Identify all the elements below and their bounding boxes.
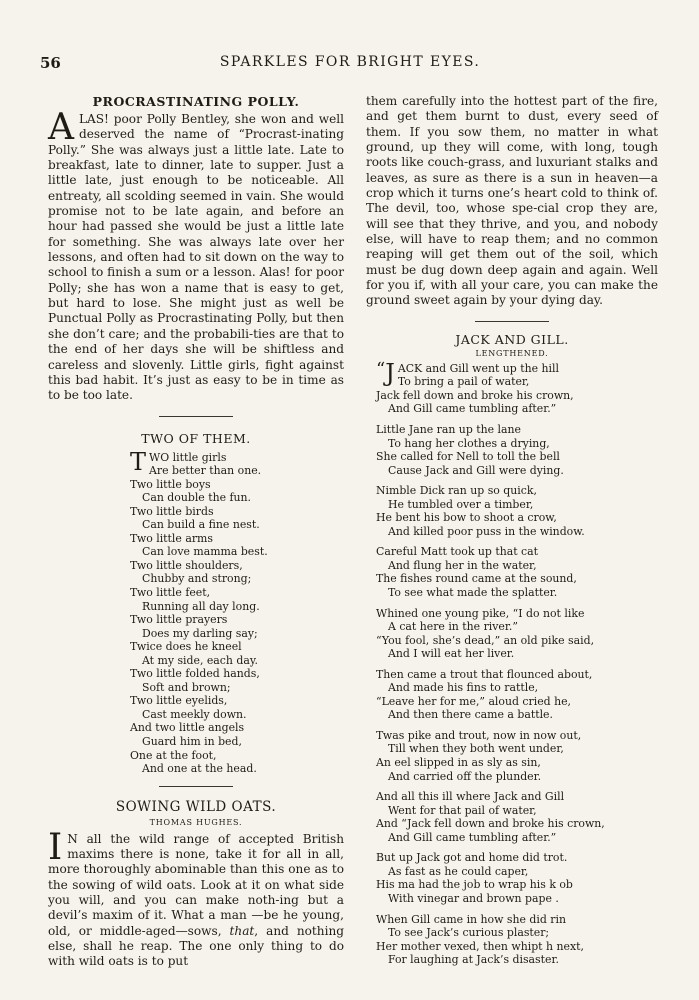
poem-line: “Leave her for me,” aloud cried he,	[376, 694, 572, 708]
poem-line: Her mother vexed, then whipt h next,	[376, 939, 584, 953]
poem-line: Careful Matt took up that cat	[376, 545, 539, 559]
poem-line: Two little birds	[130, 504, 214, 518]
poem-line: And made his fins to rattle,	[388, 681, 539, 695]
poem-line: “You fool, she’s dead,” an old pike said,	[376, 633, 595, 647]
poem-line: ACK and Gill went up the hill	[397, 361, 560, 375]
stanza	[376, 358, 658, 416]
poem-line: Two little folded hands,	[130, 667, 260, 681]
poem-line: She called for Nell to toll the bell	[376, 450, 560, 464]
poem-line: And killed poor puss in the window.	[388, 524, 585, 538]
section-divider	[159, 416, 233, 417]
jack-and-gill-poem	[366, 358, 658, 967]
stanza	[376, 545, 658, 599]
poem-line: To see what made the splatter.	[388, 586, 558, 600]
jack-and-gill-title: JACK AND GILL.	[455, 331, 569, 347]
poem-line: Little Jane ran up the lane	[376, 423, 521, 436]
poem-line: And I will eat her liver.	[388, 647, 515, 661]
poem-line: Two little prayers	[130, 613, 228, 627]
section-divider	[159, 786, 233, 787]
procrastinating-text: ALAS! poor Polly Bentley, she won and well deserved the name of “Procrast-inating Polly.” She was always just a little late. Late to breakfast, late to dinner, late to supper. Just a little late, just enough to be noticeable. All entreaty, all scolding seemed in vain. She would promise not to be late again, and before an hour had passed she would be just a little late for something. She was always late over her lessons, and often had to sit down on the way to school to finish a sum or a lesson. Alas! for poor Polly; she has won a name that is easy to get, but hard to lose. She might just as well be Punctual Polly as Procrastinating Polly, but then she don’t care; and the probabili-ties are that to the end of her days she will be shiftless and careless and slovenly. Little girls, fight against this bad habit. It’s just as easy to be in time as to be too late.	[48, 107, 344, 403]
drop-cap-t: T	[130, 447, 147, 476]
poem-line: Can double the fun.	[142, 491, 252, 505]
poem-line: And flung her in the water,	[388, 558, 537, 572]
poem-line: Chubby and strong;	[142, 572, 252, 586]
poem-line: And all this ill where Jack and Gill	[376, 790, 565, 804]
poem-line: Does my darling say;	[142, 626, 258, 640]
poem-line: Whined one young pike, “I do not like	[376, 606, 585, 620]
poem-line: He tumbled over a timber,	[388, 497, 534, 511]
poem-line: Running all day long.	[142, 599, 260, 613]
stanza	[376, 913, 658, 967]
poem-line: To see Jack’s curious plaster;	[388, 926, 550, 940]
procrastinating-title: PROCRASTINATING POLLY.	[92, 94, 300, 109]
stanza	[376, 668, 658, 722]
poem-line: Two little shoulders,	[130, 558, 243, 572]
poem-line: Till when they both went under,	[388, 742, 564, 756]
poem-line: Can build a fine nest.	[142, 518, 260, 532]
stanza	[376, 729, 658, 783]
poem-line: A cat here in the river.”	[388, 620, 518, 634]
stanza	[376, 851, 658, 905]
two-of-them-poem	[48, 447, 344, 776]
stanza	[376, 790, 658, 844]
poem-line: Cast meekly down.	[142, 707, 247, 721]
poem-line: To bring a pail of water,	[397, 375, 530, 389]
poem-line: Nimble Dick ran up so quick,	[376, 484, 537, 498]
page-number: 56	[40, 54, 61, 72]
poem-line: He bent his bow to shoot a crow,	[376, 511, 557, 525]
poem-line: Twas pike and trout, now in now out,	[376, 728, 582, 742]
section-divider	[475, 321, 549, 322]
drop-cap-j: J	[385, 358, 395, 387]
poem-line: Two little eyelids,	[130, 694, 228, 708]
right-column	[366, 94, 658, 974]
poem-line: And “Jack fell down and broke his crown,	[376, 817, 605, 831]
jack-and-gill-subtitle: LENGTHENED.	[475, 348, 549, 358]
wild-oats-text: I N all the wild range of accepted British maxims there is none, take it for all in all, more thoroughly abominable than this one as to the sowing of wild oats. Look at it on what side you will, and you can make noth-ing but a devil’s maxim of it. What a man —be he young, old, or middle-aged—sows, that, and nothing else, shall he reap. The one only thing to do with wild oats is to put	[48, 826, 344, 969]
poem-line: WO little girls	[149, 450, 227, 464]
poem-line: Guard him in bed,	[142, 735, 242, 749]
poem-line: Soft and brown;	[142, 680, 231, 694]
poem-line: Cause Jack and Gill were dying.	[388, 463, 564, 477]
poem-line: At my side, each day.	[142, 653, 259, 667]
wild-oats-author: THOMAS HUGHES.	[149, 817, 243, 827]
two-of-them-title: TWO OF THEM.	[141, 430, 251, 446]
stanza	[376, 484, 658, 538]
running-head: SPARKLES FOR BRIGHT EYES.	[219, 54, 481, 70]
poem-line: Went for that pail of water,	[388, 803, 537, 817]
drop-cap-a: A	[48, 107, 74, 148]
wild-oats-title: SOWING WILD OATS.	[115, 798, 277, 815]
poem-line: To hang her clothes a drying,	[388, 436, 550, 450]
poem-line: When Gill came in how she did rin	[376, 912, 566, 926]
poem-line: And one at the head.	[142, 762, 257, 776]
poem-line: And Gill came tumbling after.”	[388, 830, 557, 844]
poem-line: Two little feet,	[130, 586, 211, 599]
left-column	[48, 94, 344, 970]
poem-line: For laughing at Jack’s disaster.	[388, 953, 559, 967]
poem-line: Can love mamma best.	[142, 545, 268, 559]
poem-line: The fishes round came at the sound,	[376, 572, 577, 586]
open-quote: “	[376, 358, 386, 380]
poem-line: And carried off the plunder.	[388, 769, 542, 783]
poem-line: Two little boys	[130, 477, 211, 491]
poem-line: And Gill came tumbling after.”	[388, 402, 557, 416]
poem-line: Two little arms	[130, 531, 213, 545]
stanza	[376, 607, 658, 661]
poem-line: But up Jack got and home did trot.	[376, 851, 568, 865]
poem-line: As fast as he could caper,	[388, 864, 529, 878]
stanza	[376, 423, 658, 477]
wild-oats-continued: them carefully into the hottest part of the fire, and get them burnt to dust, every seed of them. If you sow them, no matter in what ground, up they will come, with long, tough roots like couch-grass, and luxuriant stalks and leaves, as sure as there is a sun in heaven—a crop which it turns one’s heart cold to think of. The devil, too, whose spe-cial crop they are, will see that they thrive, and you, and nobody else, will have to reap them; and no common reaping will get them out of the soil, which must be dug down deep again and again. Well for you if, with all your care, you can make the ground sweet again by your dying day.	[366, 94, 658, 308]
poem-line: And two little angels	[130, 721, 245, 735]
drop-cap-i: I	[48, 826, 63, 868]
poem-line: Then came a trout that flounced about,	[376, 667, 593, 681]
poem-line: Twice does he kneel	[130, 640, 242, 654]
page-header	[40, 54, 660, 76]
poem-line: His ma had the job to wrap his k ob	[376, 878, 573, 892]
poem-line: One at the foot,	[130, 748, 217, 762]
poem-line: With vinegar and brown pape .	[388, 891, 559, 905]
poem-line: Are better than one.	[149, 464, 262, 478]
poem-line: Jack fell down and broke his crown,	[376, 388, 574, 402]
poem-line: And then there came a battle.	[388, 708, 553, 722]
poem-line: An eel slipped in as sly as sin,	[376, 756, 541, 770]
